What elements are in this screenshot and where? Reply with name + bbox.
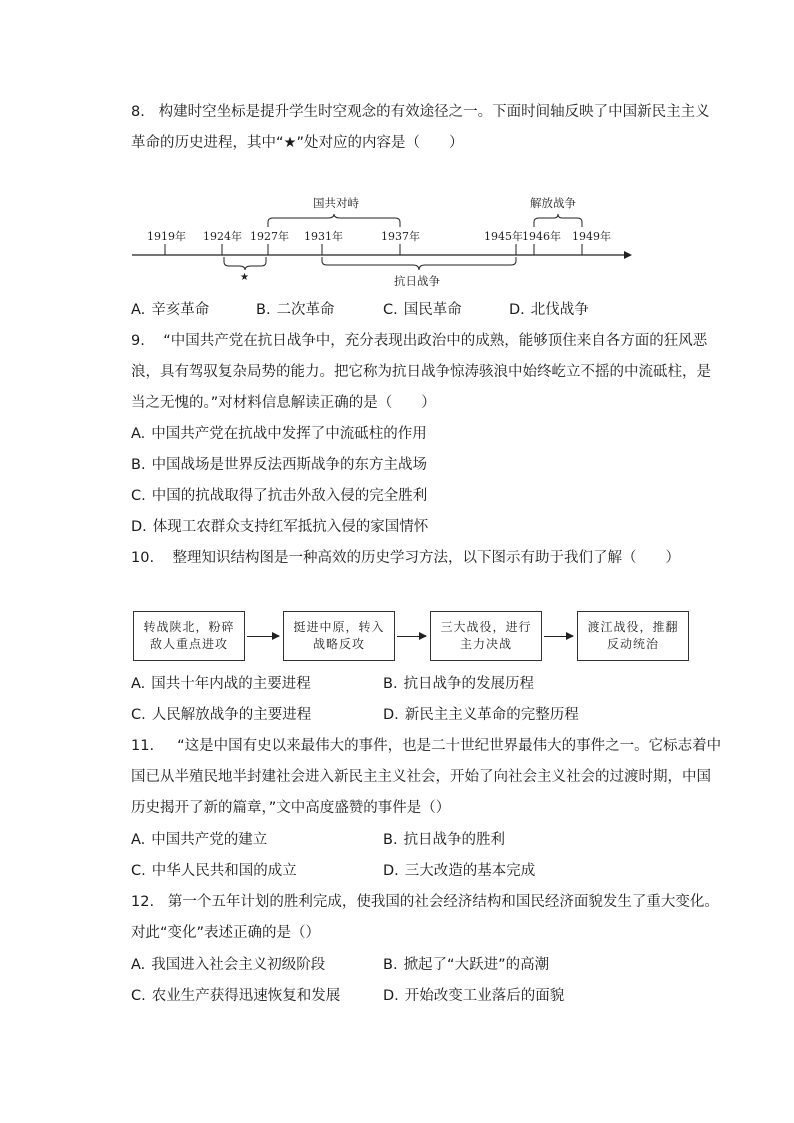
q9-option-b[interactable]: B. 中国战场是世界反法西斯战争的东方主战场 xyxy=(131,457,428,473)
q10-stem-line1: 10. 整理知识结构图是一种高效的历史学习方法，以下图示有助于我们了解（ ） xyxy=(131,550,680,566)
flow-step-3: 三大战役，进行主力决战 xyxy=(430,611,542,661)
brace-top-left-label: 国共对峙 xyxy=(313,196,359,210)
year-label-1927: 1927年 xyxy=(250,230,289,243)
q11-option-b[interactable]: B. 抗日战争的胜利 xyxy=(383,832,506,848)
flow-arrow-3 xyxy=(544,636,573,637)
q11-stem-line2: 国已从半殖民地半封建社会进入新民主主义社会，开始了向社会主义社会的过渡时期，中国 xyxy=(131,769,711,785)
flow-step-1: 转战陕北，粉碎敌人重点进攻 xyxy=(133,611,245,661)
q12-option-b[interactable]: B. 掀起了“大跃进”的高潮 xyxy=(383,957,550,973)
q8-option-d[interactable]: D. 北伐战争 xyxy=(509,302,589,318)
q9-option-c[interactable]: C. 中国的抗战取得了抗击外敌入侵的完全胜利 xyxy=(131,488,428,504)
q8-timeline-figure xyxy=(128,190,648,290)
q10-option-c[interactable]: C. 人民解放战争的主要进程 xyxy=(131,707,312,723)
brace-top-right-label: 解放战争 xyxy=(530,196,576,210)
q12-option-d[interactable]: D. 开始改变工业落后的面貌 xyxy=(383,988,565,1004)
q12-option-a[interactable]: A. 我国进入社会主义初级阶段 xyxy=(131,957,326,973)
year-label-1949: 1949年 xyxy=(572,230,611,243)
q10-number: 10. xyxy=(131,550,155,566)
year-label-1919: 1919年 xyxy=(147,230,186,243)
q10-option-d[interactable]: D. 新民主主义革命的完整历程 xyxy=(383,707,579,723)
q11-option-a[interactable]: A. 中国共产党的建立 xyxy=(131,832,268,848)
q8-stem-line2: 革命的历史进程，其中“★”处对应的内容是（ ） xyxy=(131,135,464,151)
q8-option-c[interactable]: C. 国民革命 xyxy=(383,302,462,318)
q9-number: 9. xyxy=(131,333,145,349)
q11-number: 11. xyxy=(131,738,155,754)
brace-bottom-label: 抗日战争 xyxy=(394,274,440,288)
q9-stem-line3: 当之无愧的。”对材料信息解读正确的是（ ） xyxy=(131,395,436,411)
q12-stem-line2: 对此“变化”表述正确的是（） xyxy=(131,925,321,941)
q12-stem-line1: 12. 第一个五年计划的胜利完成，使我国的社会经济结构和国民经济面貌发生了重大变化。 xyxy=(131,894,719,910)
flow-step-4: 渡江战役，推翻反动统治 xyxy=(577,611,689,661)
flow-arrow-2 xyxy=(397,636,426,637)
q10-option-b[interactable]: B. 抗日战争的发展历程 xyxy=(383,676,535,692)
star-bracket xyxy=(224,257,266,270)
flow-step-2: 挺进中原，转入战略反攻 xyxy=(283,611,395,661)
q8-option-b[interactable]: B. 二次革命 xyxy=(256,302,335,318)
flow-arrow-1 xyxy=(247,636,279,637)
q9-stem-line1: 9. “中国共产党在抗日战争中，充分表现出政治中的成熟，能够顶住来自各方面的狂风恶 xyxy=(131,333,708,349)
q8-number: 8. xyxy=(131,104,145,120)
q10-option-a[interactable]: A. 国共十年内战的主要进程 xyxy=(131,676,311,692)
star-marker: ★ xyxy=(240,272,249,283)
q11-stem-line3: 历史揭开了新的篇章，”文中高度盛赞的事件是（） xyxy=(131,800,451,816)
q12-number: 12. xyxy=(131,894,155,910)
year-label-1931: 1931年 xyxy=(304,230,343,243)
brace-top-left xyxy=(268,214,400,227)
q9-option-d[interactable]: D. 体现工农群众支持红军抵抗入侵的家国情怀 xyxy=(131,519,429,535)
q11-option-c[interactable]: C. 中华人民共和国的成立 xyxy=(131,863,297,879)
year-label-1945: 1945年 xyxy=(484,230,523,243)
q8-option-a[interactable]: A. 辛亥革命 xyxy=(131,302,210,318)
q12-option-c[interactable]: C. 农业生产获得迅速恢复和发展 xyxy=(131,988,341,1004)
q9-option-a[interactable]: A. 中国共产党在抗战中发挥了中流砥柱的作用 xyxy=(131,426,427,442)
q9-stem-line2: 浪，具有驾驭复杂局势的能力。把它称为抗日战争惊涛骇浪中始终屹立不摇的中流砥柱，是 xyxy=(131,364,711,380)
year-label-1946: 1946年 xyxy=(522,230,561,243)
timeline-arrowhead xyxy=(624,251,632,259)
q11-stem-line1: 11. “这是中国有史以来最伟大的事件，也是二十世纪世界最伟大的事件之一。它标志着中 xyxy=(131,738,722,754)
q8-stem-line1: 8. 构建时空坐标是提升学生时空观念的有效途径之一。下面时间轴反映了中国新民主主义 xyxy=(131,104,710,120)
year-label-1937: 1937年 xyxy=(381,230,420,243)
year-label-1924: 1924年 xyxy=(203,230,242,243)
brace-bottom xyxy=(322,257,516,270)
brace-top-right xyxy=(534,214,582,227)
q11-option-d[interactable]: D. 三大改造的基本完成 xyxy=(383,863,536,879)
